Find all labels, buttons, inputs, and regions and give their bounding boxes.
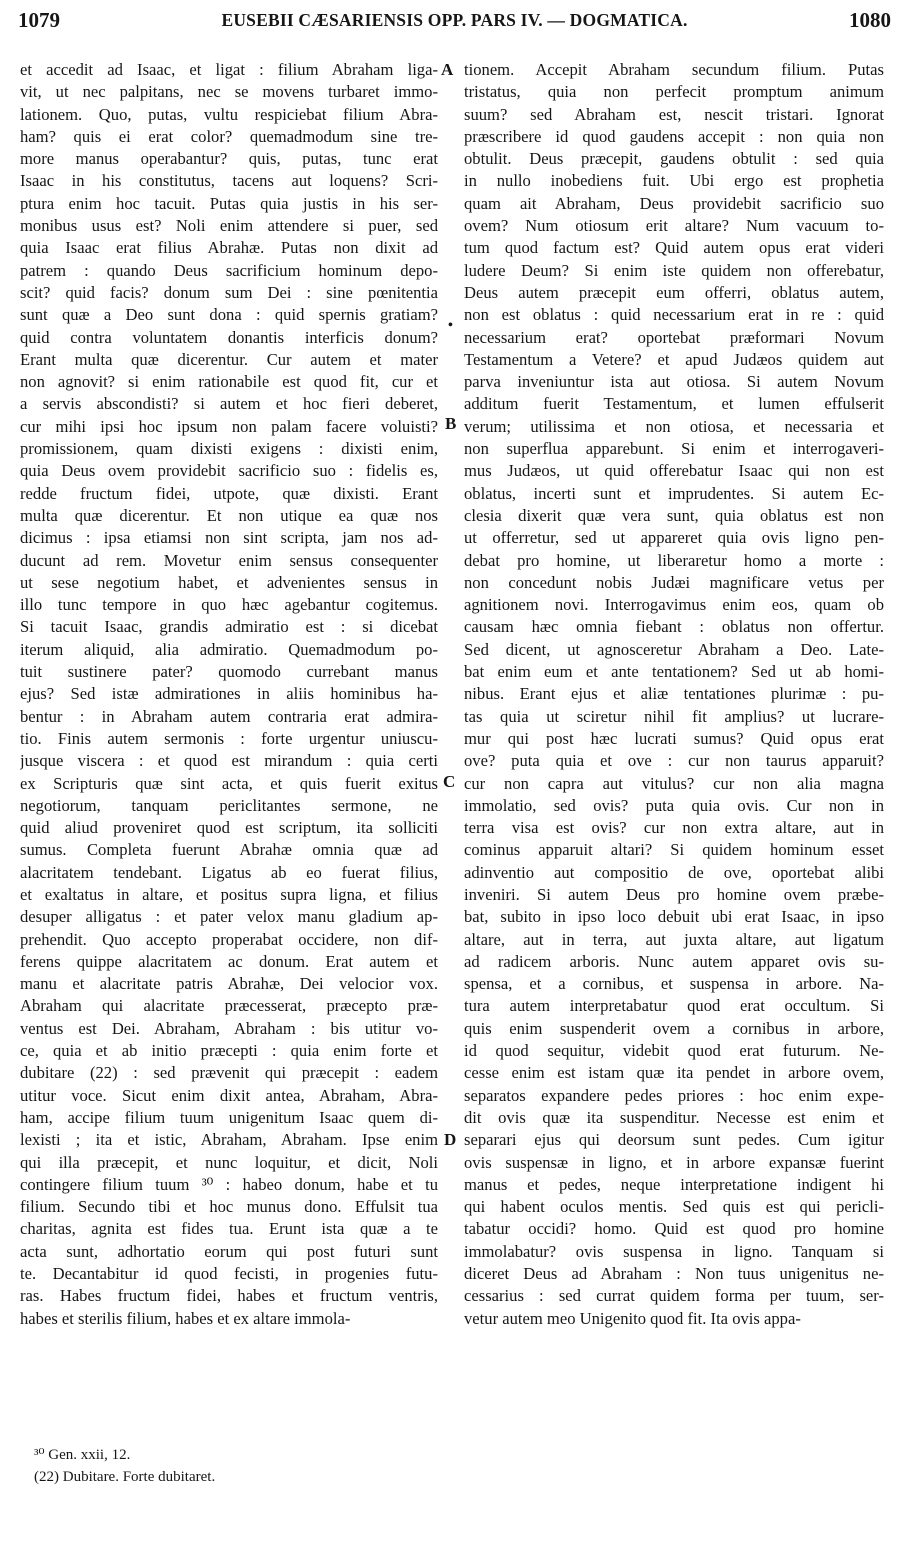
text-line: cominus apparuit altari? Si quidem hominum esset — [464, 840, 884, 860]
text-line: verum; utilissima et non otiosa, et necessaria et — [464, 416, 884, 436]
text-line: qui habent oculos mentis. Sed quis est qui pericli- — [464, 1197, 884, 1217]
text-line: tristatus, quia non perfecit promptum animum — [464, 82, 884, 102]
text-line: immolatio, sed ovis? puta quia ovis. Cur non in — [464, 795, 884, 815]
text-line: sumus. Completa fuerunt Abrahæ omnia quæ ad — [20, 840, 438, 860]
running-header — [16, 4, 893, 44]
text-line: illo tunc tempore in quo hæc agebantur cogitemus. — [20, 595, 438, 615]
text-line: more manus operabantur? quis, putas, tunc erat — [20, 149, 438, 169]
text-line: oblatus, incerti sunt et imprudentes. Si autem Ec- — [464, 483, 884, 503]
text-line: lexisti ; ita et istic, Abraham, Abraham. Ipse enim — [20, 1130, 438, 1150]
text-line: inveniri. Si autem Deus pro homine ovem præbe- — [464, 884, 884, 904]
text-line: Erant multa quæ dicerentur. Cur autem et mater — [20, 349, 438, 369]
text-line: adinventio aut compositio de ove, oportebat alibi — [464, 862, 884, 882]
text-line: vit, ut nec palpitans, nec se movens turbaret immo- — [20, 82, 438, 102]
text-line: patrem : quando Deus sacrificium hominum depo- — [20, 260, 438, 280]
text-line: necessarium erat? oportebat præformari Novum — [464, 327, 884, 347]
margin-marker-b: B — [445, 414, 457, 433]
text-line: dit ovis quæ ita suspenditur. Necesse est enim et — [464, 1107, 884, 1127]
text-line: debat pro homine, ut liberaretur homo a morte : — [464, 550, 884, 570]
text-line: promissionem, quam dixisti exigens : dixisti enim, — [20, 439, 438, 459]
text-line: dicimus : ipsa etiamsi non sint scripta, jam nos ad- — [20, 528, 438, 548]
text-line: non agnovit? si enim rationabile est quod fit, cur et — [20, 372, 438, 392]
text-line: in nullo inobediens fuit. Ubi ergo est prophetia — [464, 171, 884, 191]
text-line: multa quæ dicerentur. Et non utique ea quæ nos — [20, 505, 438, 525]
text-line: desuper alligatus : et pater velox manu gladium ap- — [20, 907, 438, 927]
text-line: quia Isaac erat filius Abrahæ. Putas non dixit ad — [20, 238, 438, 258]
text-line: manu et alacritate patris Abrahæ, Dei velocior vox. — [20, 974, 438, 994]
text-line: tabatur occidi? homo. Quid est quod pro homine — [464, 1219, 884, 1239]
text-line: tura autem interpretabatur quod erat occultum. Si — [464, 996, 884, 1016]
text-line: mus Judæos, ut quid offerebatur Isaac qui non est — [464, 461, 884, 481]
text-line: iterum aliquid, alia admiratio. Quemadmodum po- — [20, 639, 438, 659]
text-line: Sed dicent, ut agnosceretur Abraham a Deo. Late- — [464, 639, 884, 659]
text-line: cur mihi ipsi hoc ipsum non palam facere voluisti? — [20, 416, 438, 436]
text-line: sunt quæ a Deo sunt dona : quid spernis gratiam? — [20, 305, 438, 325]
text-line: parva inveniuntur ista aut otiosa. Si autem Novum — [464, 372, 884, 392]
text-line: non est oblatus : quid necessarium erat in re : quid — [464, 305, 884, 325]
text-line: præscribere id quod gaudens accepit : non quia non — [464, 126, 884, 146]
text-line: altare, aut in terra, aut juxta altare, aut ligatum — [464, 929, 884, 949]
text-line: quid contra voluntatem donantis interficis donum? — [20, 327, 438, 347]
text-line: immolabatur? ovis suspensa in ligno. Tanquam si — [464, 1241, 884, 1261]
text-line: quia Deus ovem providebit sacrificio suo : fidelis es, — [20, 461, 438, 481]
text-line: nibus. Erant ejus et aliæ tentationes plurimæ : pu- — [464, 684, 884, 704]
text-line: Testamentum a Vetere? et apud Judæos quidem aut — [464, 349, 884, 369]
text-line: terra visa est ovis? cur non extra altare, aut in — [464, 818, 884, 838]
text-line: scit? quid facis? donum sum Dei : sine pœnitentia — [20, 282, 438, 302]
text-line: cesse enim est istam quæ ita pendet in arbore ovem, — [464, 1063, 884, 1083]
text-line: negotiorum, tanquam periclitantes sermone, ne — [20, 795, 438, 815]
text-line: alacritatem tendebant. Ligatus ab eo fuerat filius, — [20, 862, 438, 882]
text-line: qui illa præcepit, et nunc loquitur, et dicit, Noli — [20, 1152, 438, 1172]
text-line: ras. Habes fructum fidei, habes et fructum ventris, — [20, 1286, 438, 1306]
text-line: Deus autem præcepit eum offerri, oblatus autem, — [464, 282, 884, 302]
text-line: ad radicem arboris. Nunc autem apparet ovis su- — [464, 951, 884, 971]
right-text-column — [464, 59, 884, 1330]
text-line: id quod sequitur, videbit quod erat futurum. Ne- — [464, 1041, 884, 1061]
text-line: diceret Deus ad Abraham : Non tuus unigenitus ne- — [464, 1264, 884, 1284]
text-line: ludere Deum? Si enim iste quidem non offerebatur, — [464, 260, 884, 280]
text-line: ovem? Num otiosum erit altare? Num vacuum to- — [464, 216, 884, 236]
text-line: obtulit. Deus præcepit, gaudens obtulit : sed quia — [464, 149, 884, 169]
text-line: ut offerretur, sed ut appareret quia ovis ligno pen- — [464, 528, 884, 548]
footnote: (22) Dubitare. Forte dubitaret. — [34, 1469, 216, 1485]
text-line: mur qui post hæc lucrati sumus? Quid opus erat — [464, 728, 884, 748]
text-line: ejus? Sed istæ admirationes in aliis hominibus ha- — [20, 684, 438, 704]
margin-dot: • — [448, 318, 453, 333]
text-line: ove? puta quia et ove : cur non taurus apparuit? — [464, 751, 884, 771]
page-number-left: 1079 — [18, 8, 60, 32]
left-text-column — [20, 59, 438, 1330]
text-line: spensa, et a cornibus, et suspensa in arbore. Na- — [464, 974, 884, 994]
text-line: manus et pedes, neque interpretatione indigent hi — [464, 1174, 884, 1194]
text-line: et exaltatus in altare, et positus supra ligna, et filius — [20, 884, 438, 904]
text-line: utitur voce. Sicut enim dixit antea, Abraham, Abra- — [20, 1085, 438, 1105]
text-line: filium. Secundo tibi et hoc munus dono. Effulsit tua — [20, 1197, 438, 1217]
text-line: ovis suspensæ in ligno, et in arbore expansæ fuerint — [464, 1152, 884, 1172]
text-line: quid aliud proveniret quod est scriptum, ita solliciti — [20, 818, 438, 838]
footnotes — [34, 1444, 434, 1488]
text-line: agnitionem novi. Interrogavimus enim eos, quam ob — [464, 595, 884, 615]
text-line: habes et sterilis filium, habes et ex altare immola- — [20, 1308, 351, 1328]
margin-marker-d: D — [444, 1130, 457, 1149]
text-line: ex Scripturis quæ sint acta, et quis fuerit exitus — [20, 773, 438, 793]
text-line: redde fructum fidei, utpote, quæ dixisti. Erant — [20, 483, 438, 503]
text-line: non superflua apparebunt. Si enim et interrogaveri- — [464, 439, 884, 459]
text-line: dubitare (22) : sed prævenit qui præcepit : eadem — [20, 1063, 438, 1083]
text-line: bat enim eum et ante tentationem? Sed ut ab homi- — [464, 662, 884, 682]
text-line: monibus usus est? Noli enim attendere si puer, sed — [20, 216, 438, 236]
margin-marker-a: A — [441, 60, 454, 79]
text-line: te. Decantabitur id quod fecisti, in progenies futu- — [20, 1264, 438, 1284]
text-line: contingere filium tuum ³⁰ : habeo donum, habe et tu — [20, 1174, 438, 1194]
page-number-right: 1080 — [849, 8, 891, 32]
text-line: ce, quia et ab initio præcepti : quia enim forte et — [20, 1041, 438, 1061]
text-line: non concedunt nobis Judæi magnificare vetus per — [464, 572, 884, 592]
text-line: separari ejus qui deorsum sunt pedes. Cum igitur — [464, 1130, 884, 1150]
text-line: tum quod factum est? Quid autem opus erat videri — [464, 238, 884, 258]
text-line: suum? sed Abraham est, nescit tristari. Ignorat — [464, 104, 884, 124]
footnote: ³⁰ Gen. xxii, 12. — [34, 1447, 131, 1463]
text-line: cur non capra aut vitulus? cur non alia magna — [464, 773, 884, 793]
running-title: EUSEBII CÆSARIENSIS OPP. PARS IV. — DOGMATICA. — [221, 10, 688, 30]
text-line: prehendit. Quo accepto properabat occidere, non dif- — [20, 929, 438, 949]
text-line: charitas, agnita est fides tua. Erunt ista quæ a te — [20, 1219, 438, 1239]
text-line: tio. Finis autem sermonis : forte urgentur uniuscu- — [20, 728, 438, 748]
text-line: lationem. Quo, putas, vultu respiciebat filium Abra- — [20, 104, 438, 124]
text-line: Abraham qui alacritate præcesserat, præcepto præ- — [20, 996, 438, 1016]
text-line: quis enim suspenderit ovem a cornibus in arbore, — [464, 1018, 884, 1038]
text-line: et accedit ad Isaac, et ligat : filium Abraham liga- — [20, 60, 438, 79]
text-line: Isaac in his constitutus, tacens aut loquens? Scri- — [20, 171, 438, 191]
text-line: acta sunt, adhortatio eorum qui post futuri sunt — [20, 1241, 438, 1261]
text-line: tuit sustinere pater? quomodo currebant manus — [20, 662, 438, 682]
text-line: ventus est Dei. Abraham, Abraham : bis utitur vo- — [20, 1018, 438, 1038]
text-line: bat, subito in ipso loco debuit ubi erat Isaac, in ipso — [464, 907, 884, 927]
text-line: bentur : in Abraham autem contraria erat admira- — [20, 706, 438, 726]
text-line: ptura enim hoc tacuit. Putas quia justis in his ser- — [20, 193, 438, 213]
text-line: separatos expandere pedes priores : hoc enim expe- — [464, 1085, 884, 1105]
text-line: quam ait Abraham, Deus providebit sacrificio suo — [464, 193, 884, 213]
text-line: ducunt ad rem. Movetur enim sensus consequenter — [20, 550, 438, 570]
text-line: causam hæc omnia fiebant : oblatus non offertur. — [464, 617, 884, 637]
text-line: vetur autem meo Unigenito quod fit. Ita ovis appa- — [464, 1308, 801, 1328]
text-line: tas quia ut sciretur nihil fit amplius? ut lucrare- — [464, 706, 884, 726]
text-line: additum fuerit Testamentum, et lumen effulserit — [464, 394, 884, 414]
text-line: tionem. Accepit Abraham secundum filium. Putas — [464, 60, 884, 79]
text-line: jusque viscera : et quod est mirandum : quia certi — [20, 751, 438, 771]
text-line: ut sese negotium habet, et advenientes sensus in — [20, 572, 438, 592]
text-line: ferens quippe alacritatem ac donum. Erat autem et — [20, 951, 438, 971]
text-line: clesia dixerit quæ vera sunt, quia oblatus est non — [464, 505, 884, 525]
text-line: ham? quis ei erat color? quemadmodum sine tre- — [20, 126, 438, 146]
text-line: ham, accipe filium tuum unigenitum Isaac quem di- — [20, 1107, 438, 1127]
text-line: a servis abscondisti? si autem et hoc fieri deberet, — [20, 394, 438, 414]
text-line: Si tacuit Isaac, grandis admiratio est : si dicebat — [20, 617, 438, 637]
margin-marker-c: C — [443, 772, 456, 791]
text-line: cessarius : sed currat quidem forma per tuum, ser- — [464, 1286, 884, 1306]
